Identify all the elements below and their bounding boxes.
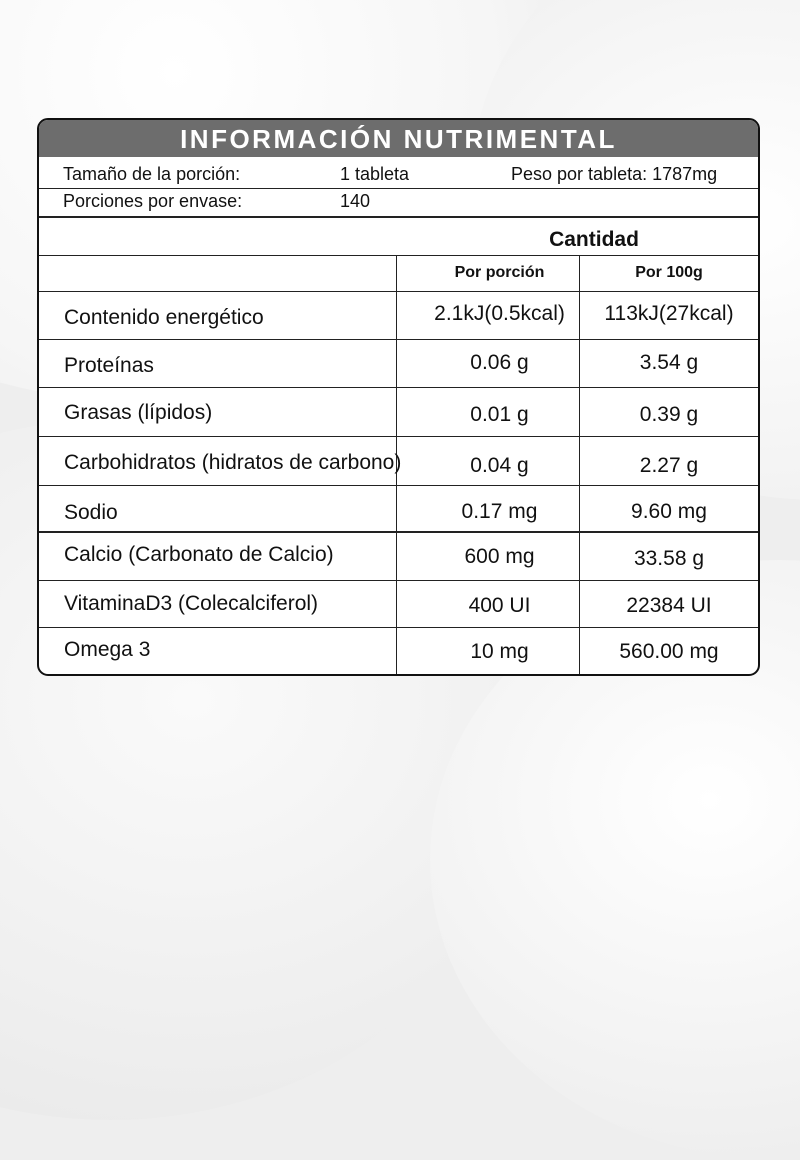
servings-value: 140 xyxy=(340,191,371,211)
divider xyxy=(39,436,758,437)
per-100g-value: 33.58 g xyxy=(633,547,705,570)
divider xyxy=(39,291,758,292)
divider xyxy=(39,255,758,256)
quantity-header: Cantidad xyxy=(549,228,639,251)
nutrition-facts-panel xyxy=(37,118,760,676)
per-serving-value: 600 mg xyxy=(464,545,535,568)
per-serving-value: 0.04 g xyxy=(470,454,529,477)
per-100g-value: 0.39 g xyxy=(639,403,699,426)
servings-label: Porciones por envase: xyxy=(63,191,243,211)
divider xyxy=(39,531,758,533)
nutrient-name: Calcio (Carbonato de Calcio) xyxy=(64,543,334,566)
nutrient-name: Contenido energético xyxy=(64,306,264,329)
divider xyxy=(39,627,758,628)
serving-size-label: Tamaño de la porción: xyxy=(63,164,241,184)
per-serving-value: 400 UI xyxy=(468,594,531,617)
nutrient-name: VitaminaD3 (Colecalciferol) xyxy=(64,592,319,615)
nutrient-name: Carbohidratos (hidratos de carbono) xyxy=(64,451,402,474)
per-100g-value: 560.00 mg xyxy=(619,640,719,663)
tablet-weight: Peso por tableta: 1787mg xyxy=(511,164,718,184)
per-serving-value: 0.01 g xyxy=(470,403,529,426)
per-100g-value: 9.60 mg xyxy=(631,500,707,523)
col-header-per-serving: Por porción xyxy=(454,264,545,281)
divider xyxy=(39,580,758,581)
per-100g-value: 3.54 g xyxy=(639,351,699,374)
nutrient-name: Proteínas xyxy=(64,354,154,377)
nutrient-name: Omega 3 xyxy=(64,638,151,661)
panel-title: INFORMACIÓN NUTRIMENTAL xyxy=(39,120,758,157)
divider xyxy=(39,216,758,218)
per-serving-value: 0.06 g xyxy=(470,351,529,374)
per-100g-value: 22384 UI xyxy=(626,594,712,617)
per-serving-value: 0.17 mg xyxy=(461,500,538,523)
divider xyxy=(39,188,758,189)
per-100g-value: 113kJ(27kcal) xyxy=(604,302,734,325)
per-100g-value: 2.27 g xyxy=(639,454,699,477)
serving-size-value: 1 tableta xyxy=(340,164,410,184)
divider xyxy=(39,387,758,388)
col-header-per-100g: Por 100g xyxy=(635,264,703,281)
nutrient-name: Grasas (lípidos) xyxy=(64,401,213,424)
divider xyxy=(39,339,758,340)
per-serving-value: 10 mg xyxy=(470,640,529,663)
divider xyxy=(39,485,758,486)
per-serving-value: 2.1kJ(0.5kcal) xyxy=(434,302,565,325)
nutrient-name: Sodio xyxy=(64,501,118,524)
